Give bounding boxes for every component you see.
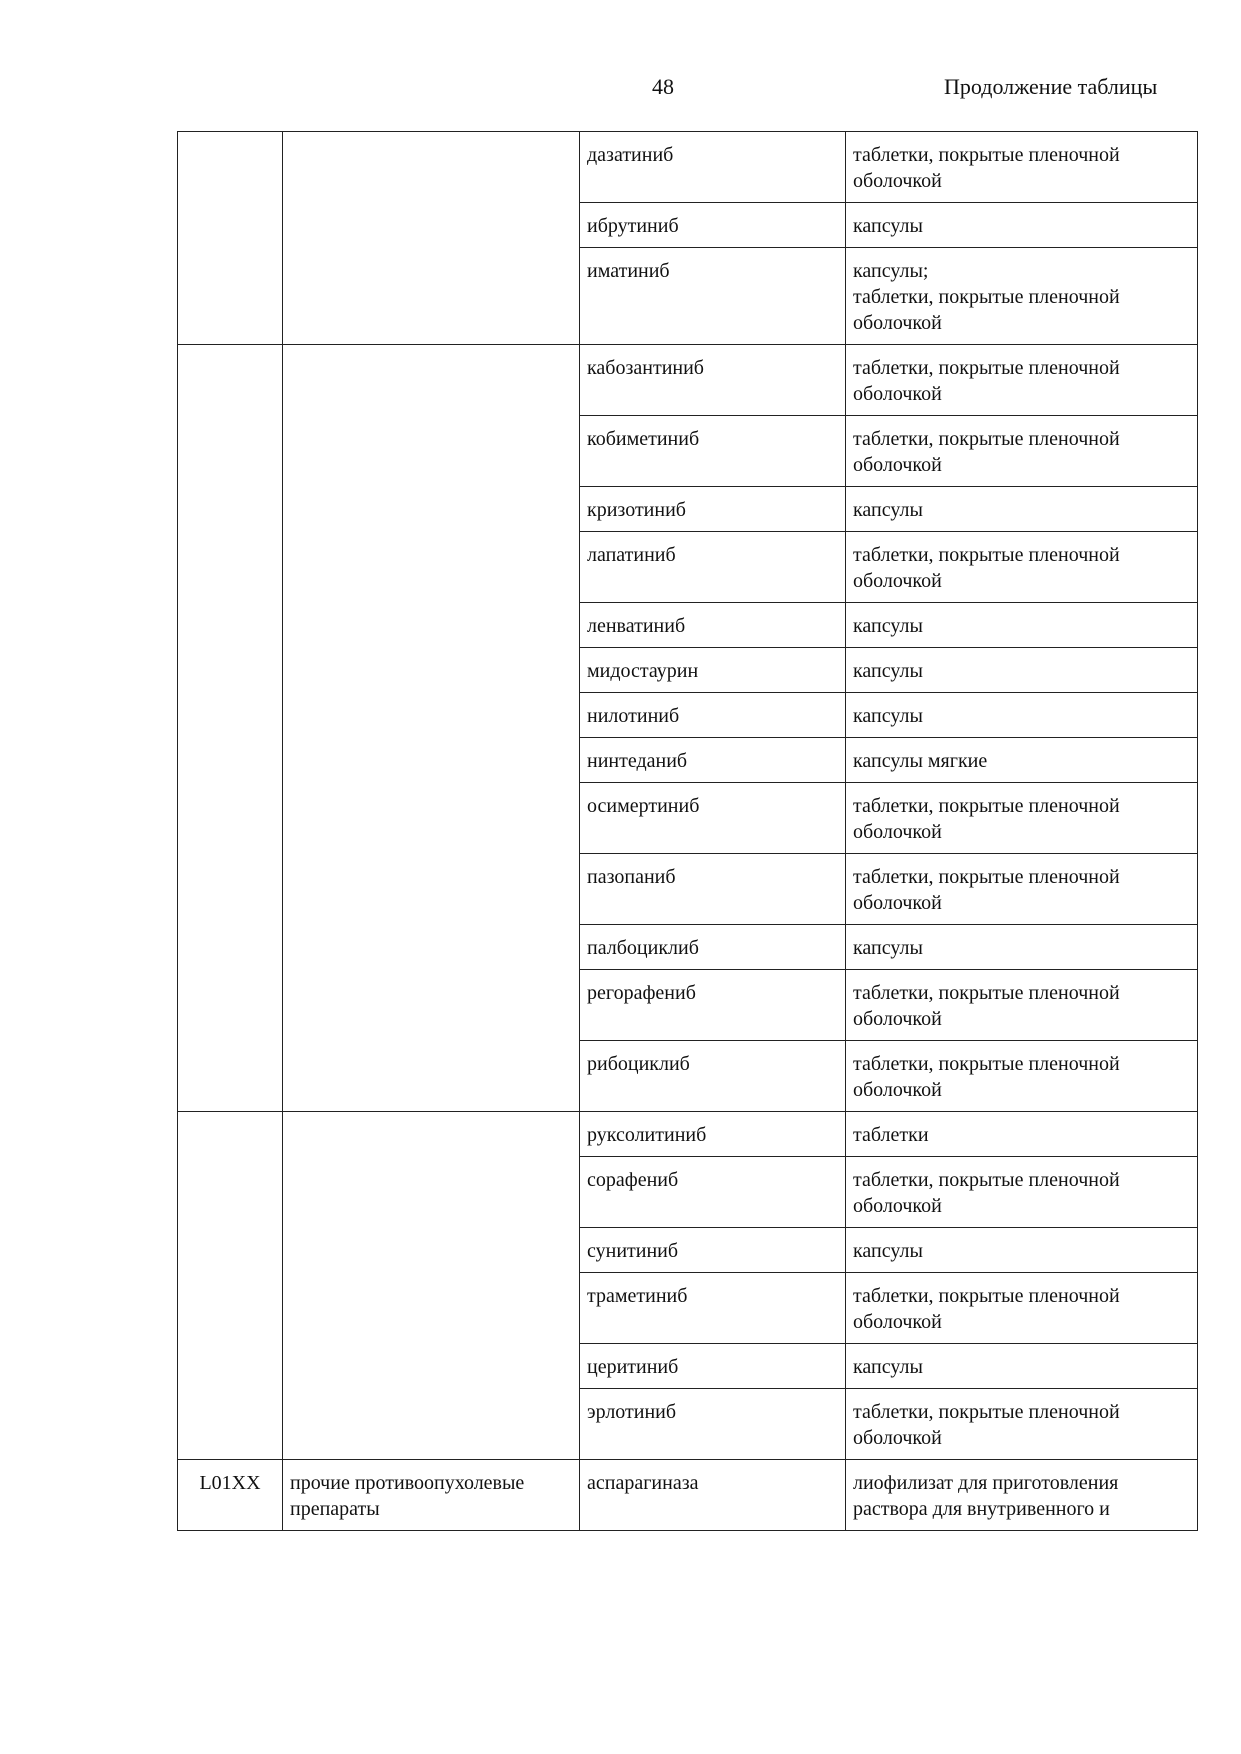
dosage-form-line: оболочкой: [853, 892, 942, 914]
dosage-form-line: капсулы: [853, 705, 923, 727]
dosage-form-line: таблетки: [853, 1124, 929, 1146]
drug-name-cell: кабозантиниб: [580, 345, 846, 416]
dosage-form-line: капсулы: [853, 660, 923, 682]
group-name-cell: [283, 345, 580, 1112]
drug-name-cell: мидостаурин: [580, 648, 846, 693]
dosage-form-cell: [846, 783, 1198, 854]
drug-name-cell: рибоциклиб: [580, 1041, 846, 1112]
dosage-form-cell: [846, 345, 1198, 416]
dosage-form-cell: [846, 487, 1198, 532]
dosage-form-line: таблетки, покрытые пленочной: [853, 795, 1120, 817]
dosage-form-cell: [846, 1273, 1198, 1344]
table-row: [178, 1112, 1198, 1157]
drug-name-cell: ибрутиниб: [580, 203, 846, 248]
dosage-form-line: капсулы: [853, 937, 923, 959]
dosage-form-cell: [846, 248, 1198, 345]
drug-name-cell: пазопаниб: [580, 854, 846, 925]
dosage-form-line: оболочкой: [853, 1427, 942, 1449]
dosage-form-line: оболочкой: [853, 1079, 942, 1101]
dosage-form-cell: [846, 854, 1198, 925]
dosage-form-line: таблетки, покрытые пленочной: [853, 428, 1120, 450]
dosage-form-line: капсулы: [853, 215, 923, 237]
dosage-form-cell: [846, 648, 1198, 693]
dosage-form-cell: [846, 416, 1198, 487]
dosage-form-line: таблетки, покрытые пленочной: [853, 357, 1120, 379]
dosage-form-line: таблетки, покрытые пленочной: [853, 1401, 1120, 1423]
dosage-form-line: оболочкой: [853, 1008, 942, 1030]
dosage-form-cell: [846, 1041, 1198, 1112]
dosage-form-cell: [846, 925, 1198, 970]
group-name-cell: [283, 1460, 580, 1531]
drug-name-cell: сорафениб: [580, 1157, 846, 1228]
drug-name-cell: нилотиниб: [580, 693, 846, 738]
dosage-form-cell: [846, 532, 1198, 603]
drug-name-cell: траметиниб: [580, 1273, 846, 1344]
dosage-form-line: оболочкой: [853, 1195, 942, 1217]
atc-code-cell: [178, 345, 283, 1112]
dosage-form-line: оболочкой: [853, 821, 942, 843]
group-name-line: прочие противоопухолевые: [290, 1472, 525, 1494]
drug-name-cell: ленватиниб: [580, 603, 846, 648]
dosage-form-line: оболочкой: [853, 1311, 942, 1333]
dosage-form-cell: [846, 738, 1198, 783]
table-body: [178, 132, 1198, 1531]
dosage-form-line: оболочкой: [853, 383, 942, 405]
dosage-form-line: раствора для внутривенного и: [853, 1498, 1110, 1520]
dosage-form-cell: [846, 1344, 1198, 1389]
dosage-form-cell: [846, 1228, 1198, 1273]
drug-name-cell: церитиниб: [580, 1344, 846, 1389]
dosage-form-line: таблетки, покрытые пленочной: [853, 866, 1120, 888]
dosage-form-line: капсулы мягкие: [853, 750, 988, 772]
dosage-form-cell: [846, 970, 1198, 1041]
dosage-form-line: оболочкой: [853, 570, 942, 592]
table-row: [178, 132, 1198, 203]
group-name-cell: [283, 1112, 580, 1460]
table-row: [178, 345, 1198, 416]
dosage-form-cell: [846, 1112, 1198, 1157]
continuation-caption: Продолжение таблицы: [944, 74, 1158, 99]
dosage-form-cell: [846, 603, 1198, 648]
dosage-form-cell: [846, 203, 1198, 248]
dosage-form-cell: [846, 132, 1198, 203]
dosage-form-line: таблетки, покрытые пленочной: [853, 544, 1120, 566]
dosage-form-line: таблетки, покрытые пленочной: [853, 1053, 1120, 1075]
drug-name-cell: нинтеданиб: [580, 738, 846, 783]
drug-name-cell: аспарагиназа: [580, 1460, 846, 1531]
drug-table: [177, 131, 1198, 1531]
dosage-form-cell: [846, 1460, 1198, 1531]
drug-name-cell: лапатиниб: [580, 532, 846, 603]
dosage-form-line: лиофилизат для приготовления: [853, 1472, 1119, 1494]
dosage-form-line: оболочкой: [853, 170, 942, 192]
group-name-line: препараты: [290, 1498, 380, 1520]
dosage-form-line: таблетки, покрытые пленочной: [853, 286, 1120, 308]
dosage-form-line: таблетки, покрытые пленочной: [853, 982, 1120, 1004]
drug-name-cell: палбоциклиб: [580, 925, 846, 970]
drug-name-cell: регорафениб: [580, 970, 846, 1041]
dosage-form-line: капсулы: [853, 1240, 923, 1262]
dosage-form-line: капсулы: [853, 499, 923, 521]
dosage-form-line: капсулы: [853, 615, 923, 637]
drug-name-cell: иматиниб: [580, 248, 846, 345]
drug-name-cell: сунитиниб: [580, 1228, 846, 1273]
drug-name-cell: руксолитиниб: [580, 1112, 846, 1157]
group-name-cell: [283, 132, 580, 345]
dosage-form-cell: [846, 1157, 1198, 1228]
atc-code-cell: [178, 1112, 283, 1460]
dosage-form-line: капсулы;: [853, 260, 929, 282]
dosage-form-line: оболочкой: [853, 454, 942, 476]
dosage-form-line: оболочкой: [853, 312, 942, 334]
dosage-form-line: капсулы: [853, 1356, 923, 1378]
drug-name-cell: дазатиниб: [580, 132, 846, 203]
page-number: 48: [652, 74, 674, 99]
drug-name-cell: кризотиниб: [580, 487, 846, 532]
drug-name-cell: осимертиниб: [580, 783, 846, 854]
drug-name-cell: эрлотиниб: [580, 1389, 846, 1460]
table-row: [178, 1460, 1198, 1531]
dosage-form-line: таблетки, покрытые пленочной: [853, 1285, 1120, 1307]
dosage-form-line: таблетки, покрытые пленочной: [853, 1169, 1120, 1191]
dosage-form-cell: [846, 693, 1198, 738]
dosage-form-line: таблетки, покрытые пленочной: [853, 144, 1120, 166]
dosage-form-cell: [846, 1389, 1198, 1460]
atc-code-cell: L01XX: [178, 1460, 283, 1531]
drug-name-cell: кобиметиниб: [580, 416, 846, 487]
atc-code-cell: [178, 132, 283, 345]
